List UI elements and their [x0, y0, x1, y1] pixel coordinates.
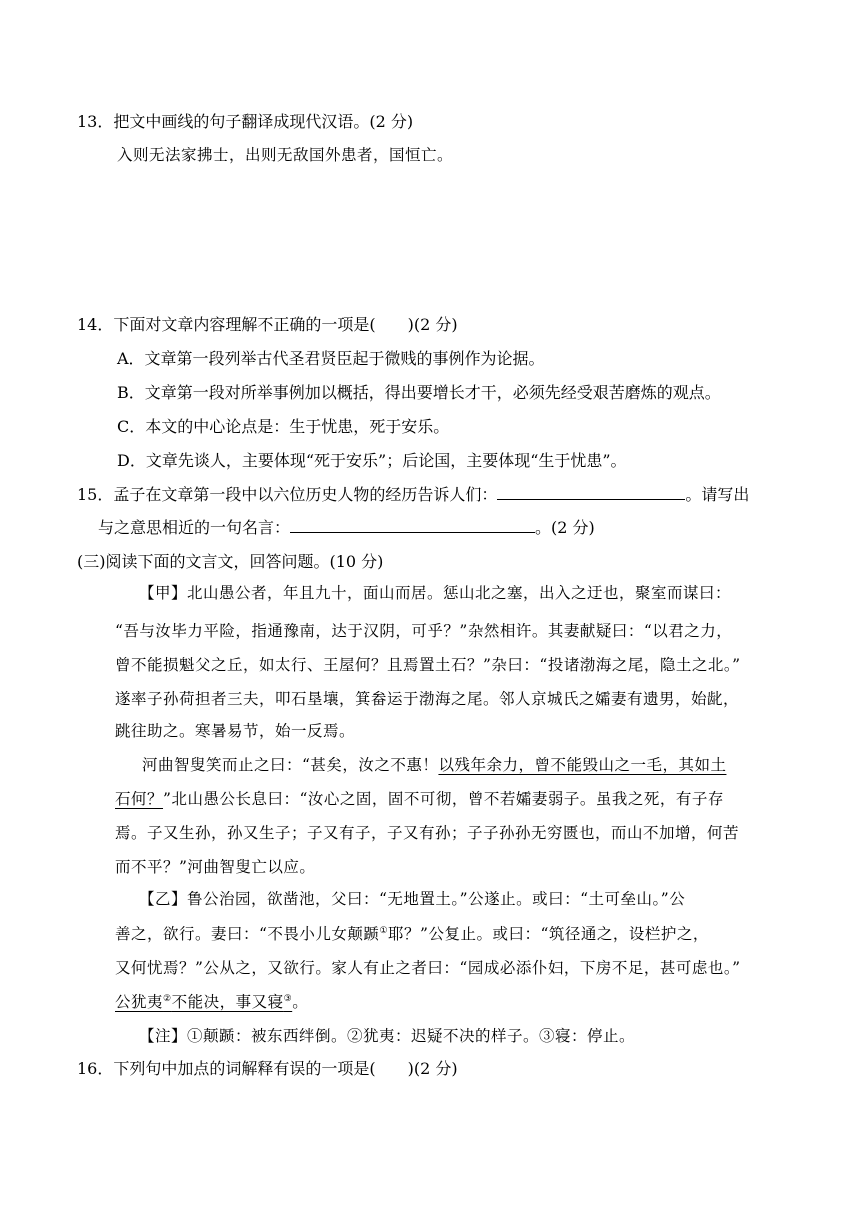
q14-option-a: A．文章第一段列举古代圣君贤臣起于微贱的事例作为论据。: [117, 349, 545, 368]
yi-text: 耶？”公复止。或曰：“筑径通之，设栏护之，: [388, 925, 709, 943]
q14-title: 14．下面对文章内容理解不正确的一项是( )(2 分): [77, 315, 458, 334]
annotation-note: 【注】①颠踬：被东西绊倒。②犹夷：迟疑不决的样子。③寝：停止。: [139, 1027, 636, 1045]
footnote-marker: ②: [163, 993, 172, 1004]
q15-prompt-end: 。请写出: [685, 485, 750, 504]
yi-line-4: [115, 992, 308, 1012]
q15-prompt: 15．孟子在文章第一段中以六位历史人物的经历告诉人们：: [77, 485, 498, 504]
q15-line1: [77, 485, 749, 505]
q15-quote-prompt: 与之意思相近的一句名言：: [98, 518, 291, 537]
q15-answer-blank-1[interactable]: [497, 485, 685, 500]
footnote-marker: ①: [379, 925, 389, 936]
section3-heading: (三)阅读下面的文言文，回答问题。(10 分): [77, 552, 384, 571]
jia-p2-line-2: [115, 789, 724, 809]
q16-title: 16．下列句中加点的词解释有误的一项是( )(2 分): [77, 1059, 458, 1078]
q15-line2: [98, 518, 595, 538]
jia-line-3: 曾不能损魁父之丘，如太行、王屋何？且焉置土石？”杂曰：“投诸渤海之尾，隐土之北。”: [115, 656, 741, 674]
yi-text: 公犹夷: [115, 993, 164, 1011]
jia-p2-text: 河曲智叟笑而止之曰：“甚矣，汝之不惠！: [142, 756, 439, 774]
q13-sentence: 入则无法家拂士，出则无敌国外患者，国恒亡。: [117, 146, 454, 164]
yi-line-3: 又何忧焉？”公从之，又欲行。家人有止之者曰：“园成必添仆妇，下房不足，甚可虑也。”: [115, 959, 741, 977]
jia-p2-line-1: [142, 755, 726, 775]
q14-option-d: D．文章先谈人，主要体现“死于安乐”；后论国，主要体现“生于忧患”。: [117, 451, 627, 470]
yi-text: 善之，欲行。妻曰：“不畏小儿女颠踬: [115, 925, 380, 943]
underlined-sentence-end: 石何？: [115, 790, 164, 808]
underlined-sentence: 以残年余力，曾不能毁山之一毛，其如土: [438, 756, 727, 774]
jia-p2-text: ”北山愚公长息曰：“汝心之固，固不可彻，曾不若孀妻弱子。虽我之死，有子存: [163, 790, 724, 808]
yi-text: 不能决，事又寝: [171, 993, 284, 1011]
q14-option-b: B．文章第一段对所举事例加以概括，得出要增长才干，必须先经受艰苦磨炼的观点。: [117, 383, 721, 402]
yi-line-2: [115, 924, 709, 944]
jia-p2-line-3: 焉。子又生孙，孙又生子；子又有子，子又有孙；子子孙孙无穷匮也，而山不加增，何苦: [115, 824, 740, 842]
q13-title: 13．把文中画线的句子翻译成现代汉语。(2 分): [77, 112, 414, 131]
jia-line-4: 遂率子孙荷担者三夫，叩石垦壤，箕畚运于渤海之尾。邻人京城氏之孀妻有遗男，始龀，: [115, 690, 740, 708]
jia-line-5: 跳往助之。寒暑易节，始一反焉。: [115, 722, 356, 740]
yi-line-1: 【乙】鲁公治园，欲凿池，父曰：“无地置土。”公遂止。或曰：“土可垒山。”公: [139, 890, 686, 908]
footnote-marker: ③: [283, 993, 293, 1004]
yi-underlined-sentence: [115, 993, 292, 1011]
jia-line-1: 【甲】北山愚公者，年且九十，面山而居。惩山北之塞，出入之迂也，聚室而谋曰：: [139, 584, 732, 602]
q15-answer-blank-2[interactable]: [290, 518, 535, 533]
jia-p2-line-4: 而不平？”河曲智叟亡以应。: [115, 858, 316, 876]
jia-line-2: “吾与汝毕力平险，指通豫南，达于汉阴，可乎？”杂然相许。其妻献疑曰：“以君之力，: [115, 622, 733, 640]
q15-score: 。(2 分): [535, 518, 595, 537]
yi-text: 。: [292, 993, 309, 1011]
q14-option-c: C．本文的中心论点是：生于忧患，死于安乐。: [117, 417, 450, 436]
